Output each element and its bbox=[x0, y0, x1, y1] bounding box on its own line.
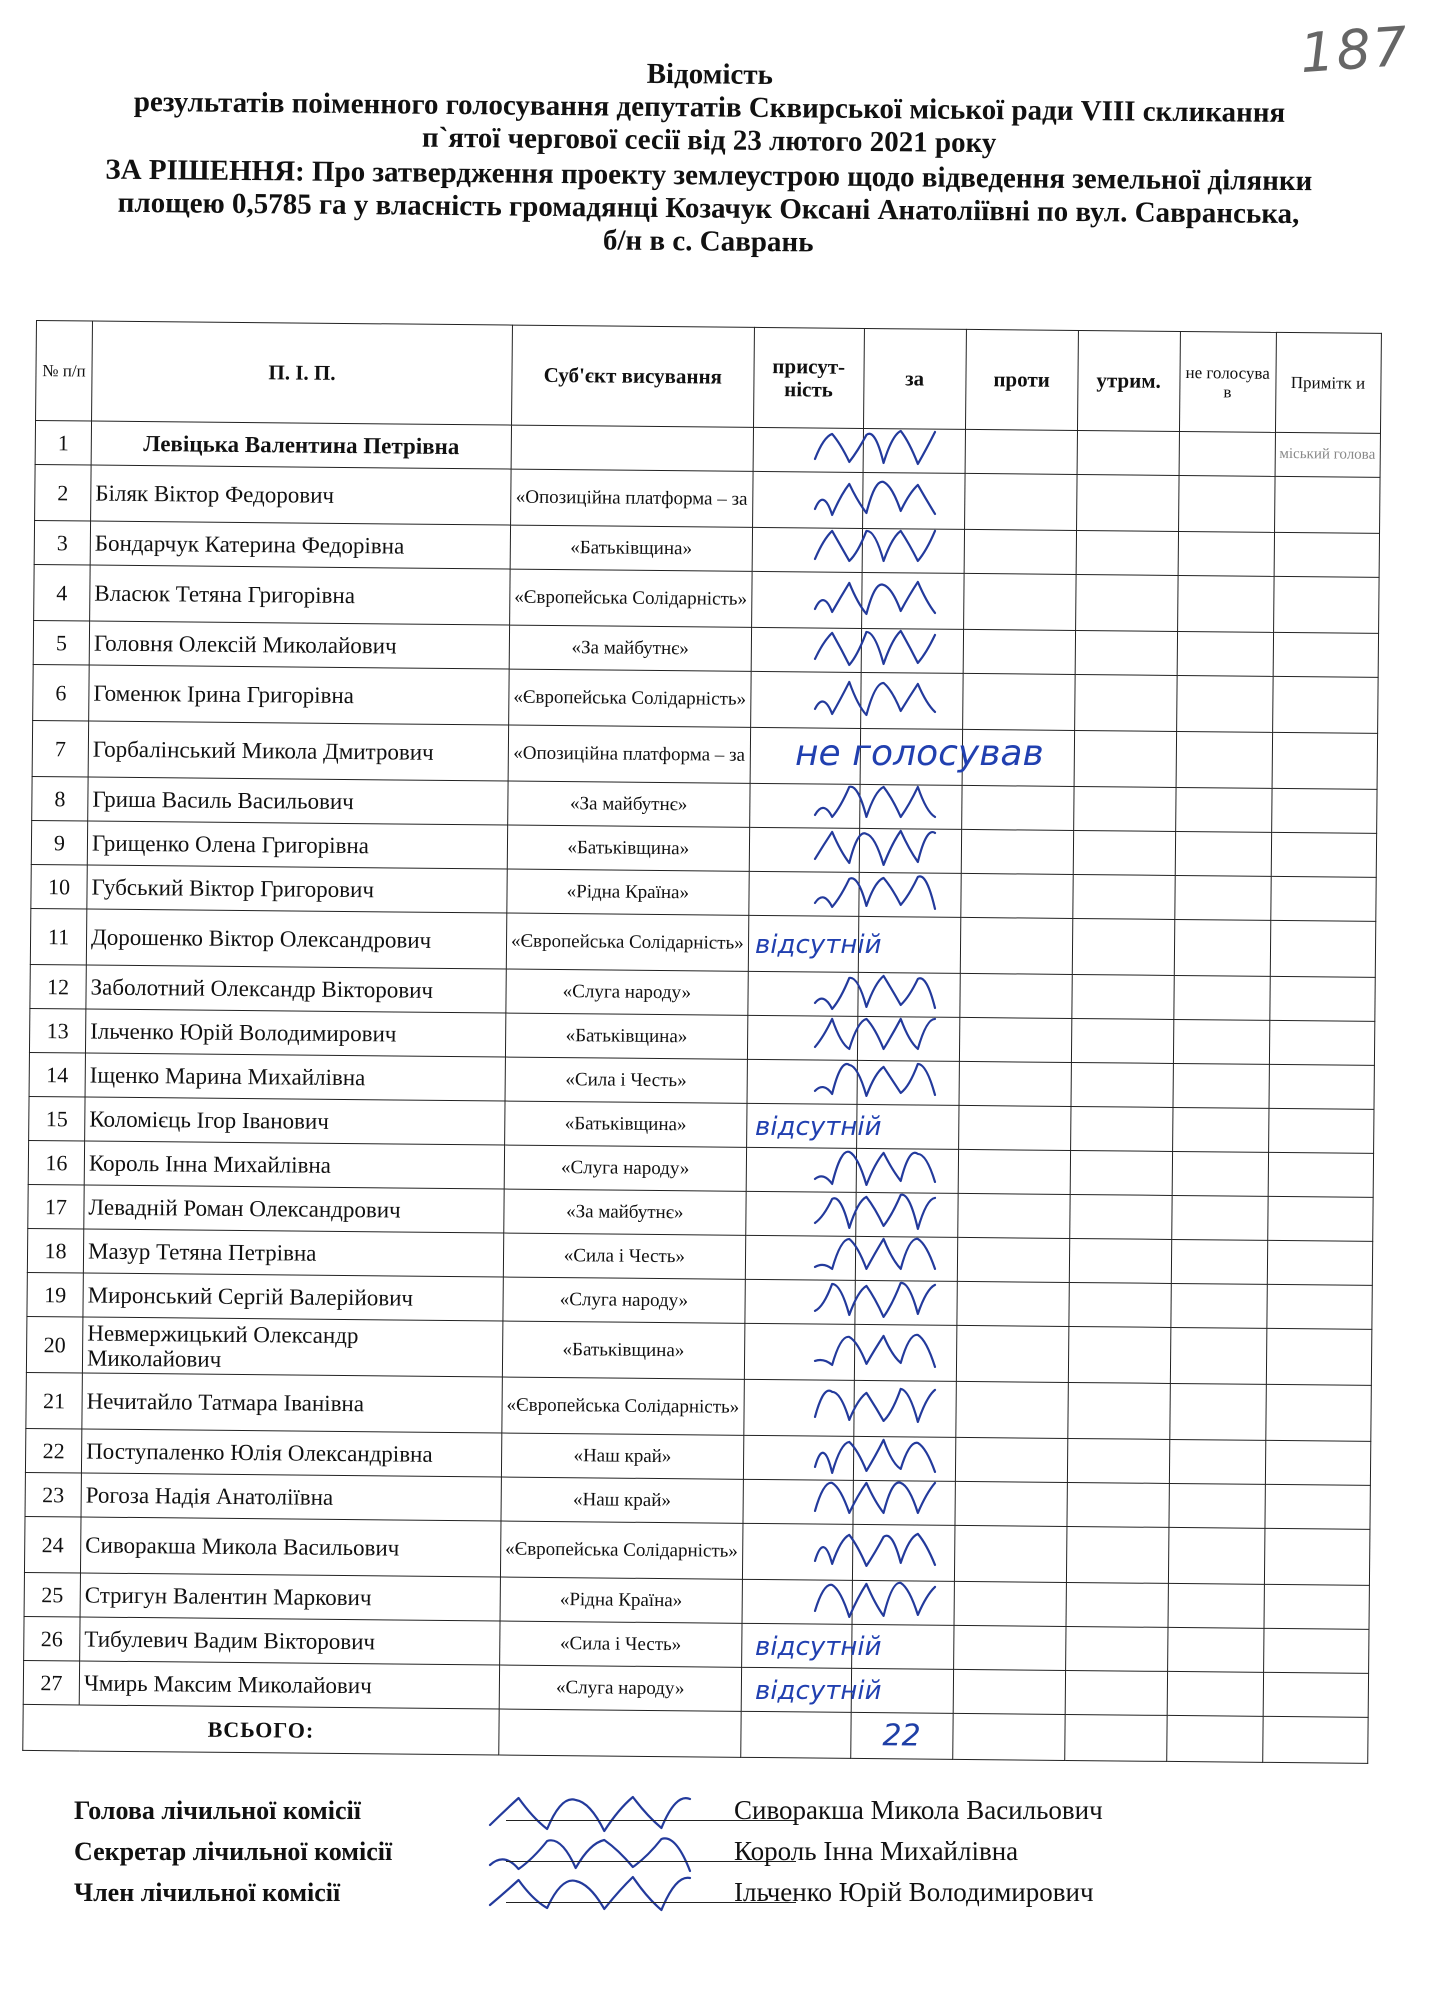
not-voted-cell bbox=[1177, 575, 1274, 632]
commission-person: Ільченко Юрій Володимирович bbox=[734, 1877, 1094, 1907]
nominating-party: «Наш край» bbox=[501, 1477, 743, 1523]
nominating-party: «Рідна Країна» bbox=[507, 869, 749, 915]
handwritten-absent: відсутній bbox=[755, 1111, 882, 1142]
not-voted-cell bbox=[1167, 1627, 1263, 1672]
deputy-name: Левіцька Валентина Петрівна bbox=[91, 421, 511, 469]
nominating-party: «За майбутнє» bbox=[509, 625, 751, 671]
note-cell bbox=[1273, 576, 1378, 633]
deputy-name: Гоменюк Ірина Григорівна bbox=[89, 665, 510, 725]
for-cell bbox=[857, 1060, 959, 1105]
note-cell bbox=[1264, 1528, 1369, 1585]
nominating-party: «Європейська Солідарність» bbox=[510, 569, 752, 627]
abstain-cell bbox=[1070, 1106, 1172, 1151]
against-cell bbox=[960, 873, 1072, 918]
nominating-party: «Батьківщина» bbox=[510, 525, 752, 571]
deputy-name: Власюк Тетяна Григорівна bbox=[90, 565, 511, 625]
deputy-name: Ільченко Юрій Володимирович bbox=[85, 1009, 505, 1057]
note-cell bbox=[1264, 1584, 1369, 1629]
not-voted-cell bbox=[1174, 919, 1271, 976]
against-cell bbox=[962, 673, 1075, 730]
for-cell bbox=[861, 628, 963, 673]
col-header-note: Примітк и bbox=[1275, 332, 1381, 433]
deputy-name: Сиворакша Микола Васильович bbox=[80, 1517, 501, 1577]
row-number: 10 bbox=[31, 864, 87, 909]
abstain-cell bbox=[1074, 730, 1177, 787]
handwritten-absent: відсутній bbox=[755, 1631, 882, 1662]
not-voted-cell bbox=[1169, 1439, 1265, 1484]
deputy-name: Тибулевич Вадим Вікторович bbox=[80, 1617, 500, 1665]
decision-line1: ЗА РІШЕННЯ: Про затвердження проекту землеустрою щодо відведення земельної ділянки bbox=[105, 153, 1313, 198]
abstain-cell bbox=[1073, 830, 1175, 875]
against-cell bbox=[961, 785, 1073, 830]
abstain-cell bbox=[1067, 1382, 1170, 1439]
for-cell bbox=[858, 872, 960, 917]
row-number: 1 bbox=[35, 421, 91, 466]
col-header-abstain: утрим. bbox=[1077, 331, 1180, 432]
against-cell bbox=[955, 1437, 1067, 1482]
against-cell bbox=[954, 1581, 1066, 1626]
not-voted-cell bbox=[1173, 1019, 1269, 1064]
note-cell bbox=[1267, 1284, 1372, 1329]
against-cell bbox=[958, 1149, 1070, 1194]
against-cell bbox=[959, 1061, 1071, 1106]
present-cell bbox=[743, 1379, 854, 1436]
note-cell bbox=[1270, 876, 1375, 921]
nominating-party: «Європейська Солідарність» bbox=[509, 669, 751, 727]
for-cell bbox=[858, 916, 961, 973]
note-cell bbox=[1272, 732, 1377, 789]
not-voted-cell bbox=[1176, 731, 1273, 788]
nominating-party: «Європейська Солідарність» bbox=[502, 1377, 744, 1435]
deputy-name: Заболотний Олександр Вікторович bbox=[86, 965, 506, 1013]
not-voted-cell bbox=[1171, 1195, 1267, 1240]
abstain-cell bbox=[1072, 918, 1175, 975]
nominating-party: «Європейська Солідарність» bbox=[506, 913, 748, 971]
deputy-name: Дорошенко Віктор Олександрович bbox=[86, 909, 507, 969]
deputy-name: Грищенко Олена Григорівна bbox=[87, 821, 507, 869]
row-number: 11 bbox=[30, 908, 87, 965]
note-cell bbox=[1271, 788, 1376, 833]
document-subtitle-line2: п`ятої чергової сесії від 23 лютого 2021 року bbox=[421, 121, 997, 160]
page-number: 187 bbox=[1297, 14, 1412, 86]
total-label: ВСЬОГО: bbox=[23, 1704, 499, 1755]
note-cell bbox=[1274, 476, 1379, 533]
total-abstain-cell bbox=[1064, 1714, 1166, 1761]
not-voted-cell bbox=[1174, 875, 1270, 920]
deputy-name: Іщенко Марина Михайлівна bbox=[85, 1053, 505, 1101]
col-header-name: П. І. П. bbox=[92, 321, 513, 425]
row-number: 21 bbox=[26, 1372, 83, 1429]
present-cell bbox=[750, 671, 861, 728]
note-cell bbox=[1267, 1240, 1372, 1285]
present-cell bbox=[742, 1579, 852, 1624]
document-header bbox=[38, 52, 1380, 265]
for-cell bbox=[862, 528, 964, 573]
commission-secretary bbox=[74, 1831, 1394, 1872]
total-not-voted-cell bbox=[1166, 1715, 1262, 1762]
against-cell bbox=[955, 1381, 1068, 1438]
for-cell bbox=[856, 1104, 958, 1149]
note-cell bbox=[1263, 1672, 1368, 1717]
deputy-name: Стригун Валентин Маркович bbox=[80, 1573, 500, 1621]
not-voted-cell bbox=[1167, 1671, 1263, 1716]
for-cell bbox=[855, 1280, 957, 1325]
present-cell bbox=[748, 871, 858, 916]
row-number: 24 bbox=[24, 1516, 81, 1573]
row-number: 27 bbox=[23, 1660, 79, 1705]
against-cell bbox=[956, 1325, 1069, 1382]
nominating-party: «Слуга народу» bbox=[499, 1665, 741, 1711]
present-cell bbox=[745, 1279, 855, 1324]
note-cell bbox=[1268, 1108, 1373, 1153]
total-against-cell bbox=[952, 1713, 1064, 1760]
abstain-cell bbox=[1065, 1626, 1167, 1671]
not-voted-cell bbox=[1178, 531, 1274, 576]
for-cell bbox=[856, 1148, 958, 1193]
row-number: 16 bbox=[28, 1140, 84, 1185]
for-cell bbox=[853, 1436, 955, 1481]
row-number: 12 bbox=[30, 964, 86, 1009]
not-voted-cell bbox=[1172, 1107, 1268, 1152]
for-cell bbox=[851, 1624, 953, 1669]
abstain-cell bbox=[1072, 874, 1174, 919]
against-cell bbox=[963, 629, 1075, 674]
against-cell bbox=[962, 729, 1075, 786]
note-cell bbox=[1268, 1152, 1373, 1197]
row-number: 15 bbox=[29, 1096, 85, 1141]
row-number: 7 bbox=[32, 720, 89, 777]
col-header-num: № п/п bbox=[36, 321, 93, 422]
note-cell bbox=[1269, 1020, 1374, 1065]
row-number: 2 bbox=[35, 464, 92, 521]
total-for-value: 22 bbox=[850, 1712, 952, 1759]
present-cell bbox=[743, 1435, 853, 1480]
commission-person: Король Інна Михайлівна bbox=[734, 1836, 1019, 1866]
decision-line3: б/н в с. Саврань bbox=[602, 224, 814, 259]
not-voted-cell bbox=[1179, 431, 1275, 476]
abstain-cell bbox=[1071, 1018, 1173, 1063]
row-number: 22 bbox=[25, 1428, 81, 1473]
total-note-cell bbox=[1262, 1716, 1367, 1763]
deputy-name: Гриша Василь Васильович bbox=[88, 777, 508, 825]
row-number: 19 bbox=[27, 1272, 83, 1317]
nominating-party: «Батьківщина» bbox=[502, 1321, 744, 1379]
abstain-cell bbox=[1070, 1150, 1172, 1195]
not-voted-cell bbox=[1170, 1327, 1267, 1384]
row-number: 8 bbox=[32, 776, 88, 821]
present-cell bbox=[747, 1015, 857, 1060]
col-header-party: Суб'єкт висування bbox=[512, 325, 755, 427]
for-cell bbox=[852, 1580, 954, 1625]
abstain-cell bbox=[1069, 1238, 1171, 1283]
nominating-party: «Батьківщина» bbox=[505, 1013, 747, 1059]
note-cell bbox=[1263, 1628, 1368, 1673]
abstain-cell bbox=[1071, 1062, 1173, 1107]
commission-person: Сиворакша Микола Васильович bbox=[734, 1795, 1103, 1825]
present-cell bbox=[741, 1623, 851, 1668]
present-cell bbox=[745, 1235, 855, 1280]
commission-chair bbox=[74, 1790, 1394, 1831]
present-cell bbox=[749, 827, 859, 872]
note-cell bbox=[1269, 1064, 1374, 1109]
not-voted-cell bbox=[1175, 831, 1271, 876]
deputy-name: Головня Олексій Миколайович bbox=[89, 621, 509, 669]
not-voted-cell bbox=[1178, 475, 1275, 532]
nominating-party: «Сила і Честь» bbox=[503, 1233, 745, 1279]
commission-role: Член лічильної комісії bbox=[74, 1878, 341, 1907]
not-voted-cell bbox=[1177, 631, 1273, 676]
nominating-party: «Рідна Країна» bbox=[500, 1577, 742, 1623]
col-header-against: проти bbox=[965, 329, 1078, 430]
nominating-party: «За майбутнє» bbox=[508, 781, 750, 827]
abstain-cell bbox=[1075, 630, 1177, 675]
deputy-name: Мазур Тетяна Петрівна bbox=[83, 1229, 503, 1277]
against-cell bbox=[964, 473, 1077, 530]
nominating-party: «Слуга народу» bbox=[504, 1145, 746, 1191]
note-cell bbox=[1265, 1484, 1370, 1529]
not-voted-cell bbox=[1169, 1383, 1266, 1440]
row-number: 6 bbox=[33, 664, 90, 721]
present-cell bbox=[743, 1479, 853, 1524]
row-number: 5 bbox=[33, 620, 89, 665]
commission-role: Секретар лічильної комісії bbox=[74, 1837, 393, 1866]
against-cell bbox=[965, 429, 1077, 474]
nominating-party: «Сила і Честь» bbox=[500, 1621, 742, 1667]
nominating-party: «Опозиційна платформа – за bbox=[511, 469, 753, 527]
against-cell bbox=[957, 1281, 1069, 1326]
against-cell bbox=[955, 1481, 1067, 1526]
present-cell bbox=[747, 1059, 857, 1104]
present-cell bbox=[752, 471, 863, 528]
present-cell bbox=[753, 427, 863, 472]
nominating-party: «Батьківщина» bbox=[507, 825, 749, 871]
note-cell bbox=[1265, 1440, 1370, 1485]
against-cell bbox=[957, 1193, 1069, 1238]
abstain-cell bbox=[1076, 530, 1178, 575]
against-cell bbox=[953, 1625, 1065, 1670]
against-cell bbox=[961, 829, 1073, 874]
deputy-name: Невмержицький Олександр Миколайович bbox=[82, 1317, 503, 1377]
row-number: 18 bbox=[27, 1228, 83, 1273]
abstain-cell bbox=[1076, 474, 1179, 531]
against-cell bbox=[953, 1669, 1065, 1714]
not-voted-cell bbox=[1172, 1151, 1268, 1196]
note-cell bbox=[1274, 532, 1379, 577]
note-cell bbox=[1267, 1196, 1372, 1241]
deputy-name: Горбалінський Микола Дмитрович bbox=[88, 721, 509, 781]
against-cell bbox=[963, 573, 1076, 630]
col-header-not-voted: не голосува в bbox=[1179, 331, 1276, 432]
present-cell bbox=[751, 571, 862, 628]
for-cell bbox=[853, 1380, 956, 1437]
row-number: 26 bbox=[24, 1616, 80, 1661]
abstain-cell bbox=[1073, 786, 1175, 831]
not-voted-cell bbox=[1168, 1583, 1264, 1628]
for-cell bbox=[863, 428, 965, 473]
deputy-name: Левадній Роман Олександрович bbox=[84, 1185, 504, 1233]
abstain-cell bbox=[1067, 1438, 1169, 1483]
deputy-name: Чмирь Максим Миколайович bbox=[79, 1661, 499, 1709]
for-cell bbox=[853, 1480, 955, 1525]
abstain-cell bbox=[1066, 1582, 1168, 1627]
row-number: 9 bbox=[31, 820, 87, 865]
against-cell bbox=[958, 1105, 1070, 1150]
commission-role: Голова лічильної комісії bbox=[74, 1796, 361, 1825]
for-cell bbox=[855, 1192, 957, 1237]
deputy-name: Миронський Сергій Валерійович bbox=[83, 1273, 503, 1321]
against-cell bbox=[954, 1525, 1067, 1582]
nominating-party: «Слуга народу» bbox=[506, 969, 748, 1015]
commission-member bbox=[74, 1872, 1394, 1913]
for-cell bbox=[862, 472, 965, 529]
deputy-name: Поступаленко Юлія Олександрівна bbox=[81, 1429, 501, 1477]
not-voted-cell bbox=[1173, 1063, 1269, 1108]
present-cell bbox=[745, 1191, 855, 1236]
decision-line2: площею 0,5785 га у власність громадянці Козачук Оксані Анатоліївні по вул. Савранська, bbox=[117, 186, 1300, 231]
abstain-cell bbox=[1077, 430, 1179, 475]
for-cell bbox=[859, 828, 961, 873]
nominating-party: «Слуга народу» bbox=[503, 1277, 745, 1323]
note-cell bbox=[1272, 676, 1377, 733]
deputy-name: Нечитайло Татмара Іванівна bbox=[82, 1373, 503, 1433]
total-party-cell bbox=[499, 1709, 741, 1757]
note-cell bbox=[1265, 1384, 1370, 1441]
not-voted-cell bbox=[1168, 1527, 1265, 1584]
voting-table bbox=[22, 320, 1381, 1764]
deputy-name: Губський Віктор Григорович bbox=[87, 865, 507, 913]
total-present-cell bbox=[740, 1711, 850, 1758]
deputy-name: Рогоза Надія Анатоліївна bbox=[81, 1473, 501, 1521]
handwritten-absent: відсутній bbox=[755, 929, 882, 960]
not-voted-cell bbox=[1169, 1483, 1265, 1528]
against-cell bbox=[960, 917, 1073, 974]
document-subtitle-line1: результатів поіменного голосування депутатів Сквирської міської ради VIII скликання bbox=[133, 85, 1286, 129]
present-cell bbox=[746, 1147, 856, 1192]
present-cell bbox=[747, 971, 857, 1016]
against-cell bbox=[964, 529, 1076, 574]
against-cell bbox=[959, 973, 1071, 1018]
abstain-cell bbox=[1069, 1194, 1171, 1239]
for-cell bbox=[860, 672, 963, 729]
against-cell bbox=[957, 1237, 1069, 1282]
nominating-party: «Європейська Солідарність» bbox=[500, 1521, 742, 1579]
present-cell bbox=[750, 727, 861, 784]
present-cell bbox=[741, 1667, 851, 1712]
not-voted-cell bbox=[1173, 975, 1269, 1020]
row-number: 13 bbox=[29, 1008, 85, 1053]
present-cell bbox=[744, 1323, 855, 1380]
deputy-name: Король Інна Михайлівна bbox=[84, 1141, 504, 1189]
abstain-cell bbox=[1068, 1326, 1171, 1383]
abstain-cell bbox=[1074, 674, 1177, 731]
row-number: 4 bbox=[34, 564, 91, 621]
col-header-present: присут-ність bbox=[753, 327, 864, 428]
abstain-cell bbox=[1071, 974, 1173, 1019]
for-cell bbox=[861, 572, 964, 629]
not-voted-cell bbox=[1171, 1283, 1267, 1328]
row-number: 23 bbox=[25, 1472, 81, 1517]
document-title: Відомість bbox=[646, 57, 774, 92]
nominating-party: «Наш край» bbox=[501, 1433, 743, 1479]
note-cell bbox=[1269, 976, 1374, 1021]
nominating-party: «За майбутнє» bbox=[504, 1189, 746, 1235]
present-cell bbox=[752, 527, 862, 572]
abstain-cell bbox=[1067, 1482, 1169, 1527]
for-cell bbox=[857, 1016, 959, 1061]
deputy-name: Біляк Віктор Федорович bbox=[91, 465, 512, 525]
abstain-cell bbox=[1069, 1282, 1171, 1327]
row-number: 17 bbox=[28, 1184, 84, 1229]
present-cell bbox=[749, 783, 859, 828]
abstain-cell bbox=[1066, 1526, 1169, 1583]
abstain-cell bbox=[1065, 1670, 1167, 1715]
note-cell bbox=[1271, 832, 1376, 877]
deputy-name: Бондарчук Катерина Федорівна bbox=[90, 521, 510, 569]
for-cell bbox=[857, 972, 959, 1017]
nominating-party: «Батьківщина» bbox=[505, 1101, 747, 1147]
abstain-cell bbox=[1075, 574, 1178, 631]
row-number: 25 bbox=[24, 1572, 80, 1617]
note-cell: міський голова bbox=[1275, 432, 1380, 477]
note-cell bbox=[1273, 632, 1378, 677]
against-cell bbox=[959, 1017, 1071, 1062]
for-cell bbox=[851, 1668, 953, 1713]
col-header-for: за bbox=[863, 328, 966, 429]
not-voted-cell bbox=[1175, 787, 1271, 832]
present-cell bbox=[748, 915, 859, 972]
nominating-party: «Сила і Честь» bbox=[505, 1057, 747, 1103]
handwritten-not-voted: не голосував bbox=[795, 732, 1044, 774]
row-number: 14 bbox=[29, 1052, 85, 1097]
nominating-party bbox=[511, 425, 753, 471]
for-cell bbox=[854, 1324, 957, 1381]
deputy-name: Коломієць Ігор Іванович bbox=[85, 1097, 505, 1145]
present-cell bbox=[742, 1523, 853, 1580]
for-cell bbox=[859, 784, 961, 829]
present-cell bbox=[751, 627, 861, 672]
row-number: 3 bbox=[34, 520, 90, 565]
not-voted-cell bbox=[1176, 675, 1273, 732]
handwritten-absent: відсутній bbox=[755, 1675, 882, 1706]
not-voted-cell bbox=[1171, 1239, 1267, 1284]
for-cell bbox=[852, 1524, 955, 1581]
nominating-party: «Опозиційна платформа – за bbox=[508, 725, 750, 783]
for-cell bbox=[860, 728, 963, 785]
note-cell bbox=[1266, 1328, 1371, 1385]
counting-commission bbox=[74, 1790, 1394, 1913]
table-header-row bbox=[36, 321, 1381, 434]
for-cell bbox=[855, 1236, 957, 1281]
row-number: 20 bbox=[26, 1316, 83, 1373]
present-cell bbox=[746, 1103, 856, 1148]
note-cell bbox=[1270, 920, 1375, 977]
